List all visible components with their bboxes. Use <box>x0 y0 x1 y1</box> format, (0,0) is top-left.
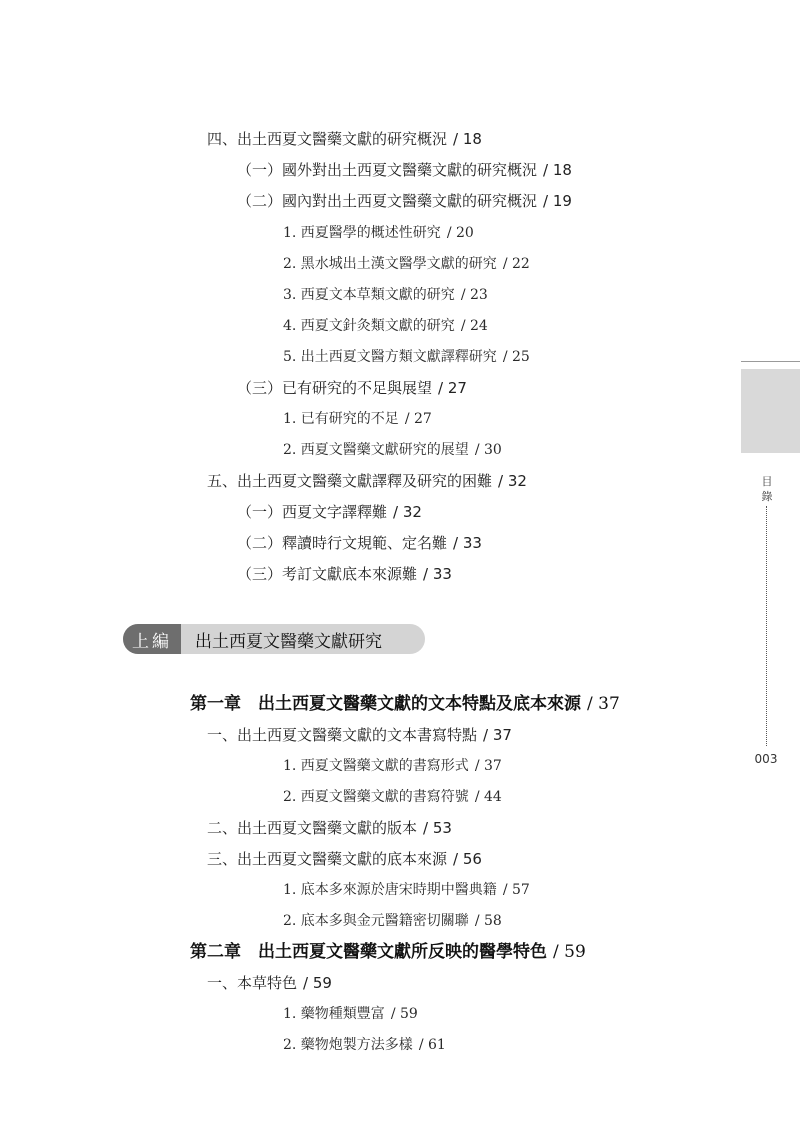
part-label: 上編 <box>123 624 181 654</box>
toc-entry <box>283 253 530 275</box>
toc-entry-page: / 61 <box>418 1037 446 1053</box>
toc-entry <box>207 848 482 870</box>
toc-entry-page: / 37 <box>483 726 512 744</box>
toc-entry <box>283 408 432 430</box>
toc-entry-page: / 59 <box>390 1006 418 1022</box>
toc-entry <box>237 563 452 585</box>
toc-entry <box>283 755 502 777</box>
toc-entry-title: （三）已有研究的不足與展望 <box>237 379 433 397</box>
toc-entry-title: 2. 黑水城出土漢文醫學文獻的研究 <box>283 256 497 272</box>
toc-entry-title: （一）西夏文字譯釋難 <box>237 503 388 521</box>
toc-entry-page: / 59 <box>553 942 586 962</box>
side-divider <box>741 361 800 362</box>
toc-entry <box>237 377 467 399</box>
toc-entry-page: / 33 <box>423 565 452 583</box>
toc-entry-page: / 24 <box>460 318 488 334</box>
toc-entry <box>207 128 482 150</box>
toc-entry-page: / 53 <box>423 819 452 837</box>
toc-entry-page: / 37 <box>587 694 620 714</box>
toc-entry-title: 1. 西夏醫學的概述性研究 <box>283 225 441 241</box>
toc-entry <box>207 470 527 492</box>
toc-entry-title: 2. 西夏文醫藥文獻研究的展望 <box>283 442 469 458</box>
toc-entry-title: （一）國外對出土西夏文醫藥文獻的研究概況 <box>237 161 538 179</box>
toc-entry-title: 1. 底本多來源於唐宋時期中醫典籍 <box>283 882 497 898</box>
toc-entry-title: （三）考訂文獻底本來源難 <box>237 565 418 583</box>
toc-entry-page: / 19 <box>543 192 572 210</box>
toc-entry-title: 5. 出土西夏文醫方類文獻譯釋研究 <box>283 349 497 365</box>
toc-entry-page: / 30 <box>474 442 502 458</box>
toc-entry-page: / 20 <box>446 225 474 241</box>
toc-entry-title: 1. 西夏文醫藥文獻的書寫形式 <box>283 758 469 774</box>
toc-entry-page: / 59 <box>303 974 332 992</box>
toc-entry-title: 四、出土西夏文醫藥文獻的研究概況 <box>207 130 448 148</box>
toc-entry-title: 一、出土西夏文醫藥文獻的文本書寫特點 <box>207 726 478 744</box>
toc-entry-page: / 27 <box>438 379 467 397</box>
toc-entry-title: 五、出土西夏文醫藥文獻譯釋及研究的困難 <box>207 472 493 490</box>
toc-entry-title: 1. 已有研究的不足 <box>283 411 399 427</box>
toc-entry-page: / 32 <box>393 503 422 521</box>
toc-entry <box>283 910 502 932</box>
toc-entry-page: / 27 <box>404 411 432 427</box>
toc-entry-title: 4. 西夏文針灸類文獻的研究 <box>283 318 455 334</box>
toc-entry-title: 第一章 出土西夏文醫藥文獻的文本特點及底本來源 <box>190 694 581 714</box>
part-title: 出土西夏文醫藥文獻研究 <box>195 631 382 652</box>
toc-entry-title: 第二章 出土西夏文醫藥文獻所反映的醫學特色 <box>190 942 547 962</box>
toc-entry-title: 3. 西夏文本草類文獻的研究 <box>283 287 455 303</box>
toc-entry-page: / 25 <box>502 349 530 365</box>
toc-entry-title: 1. 藥物種類豐富 <box>283 1006 385 1022</box>
toc-entry <box>283 879 530 901</box>
toc-entry <box>237 532 482 554</box>
side-section-label: 目錄 <box>761 475 773 503</box>
page-number: 003 <box>754 752 778 766</box>
toc-entry-title: 三、出土西夏文醫藥文獻的底本來源 <box>207 850 448 868</box>
toc-entry-title: 2. 藥物炮製方法多樣 <box>283 1037 413 1053</box>
toc-entry-page: / 56 <box>453 850 482 868</box>
part-banner <box>123 624 425 654</box>
toc-entry <box>283 1003 418 1025</box>
toc-entry-page: / 22 <box>502 256 530 272</box>
toc-entry <box>283 284 488 306</box>
toc-entry <box>207 972 332 994</box>
toc-entry-title: （二）釋讀時行文規範、定名難 <box>237 534 448 552</box>
toc-entry <box>237 159 572 181</box>
toc-entry <box>283 786 502 808</box>
toc-entry-page: / 32 <box>498 472 527 490</box>
toc-entry <box>283 222 474 244</box>
toc-entry-title: （二）國內對出土西夏文醫藥文獻的研究概況 <box>237 192 538 210</box>
toc-entry-page: / 33 <box>453 534 482 552</box>
toc-entry <box>283 315 488 337</box>
toc-entry-page: / 18 <box>453 130 482 148</box>
side-dotted-rule <box>766 506 767 746</box>
toc-entry-title: 一、本草特色 <box>207 974 298 992</box>
toc-entry <box>283 439 502 461</box>
toc-entry <box>207 817 452 839</box>
toc-entry-title: 2. 底本多與金元醫籍密切關聯 <box>283 913 469 929</box>
side-tab <box>741 369 800 453</box>
toc-entry-page: / 57 <box>502 882 530 898</box>
toc-entry-page: / 44 <box>474 789 502 805</box>
toc-entry-title: 二、出土西夏文醫藥文獻的版本 <box>207 819 418 837</box>
toc-entry <box>283 1034 446 1056</box>
toc-entry-title: 2. 西夏文醫藥文獻的書寫符號 <box>283 789 469 805</box>
toc-entry-page: / 23 <box>460 287 488 303</box>
toc-entry <box>283 346 530 368</box>
toc-chapter-entry <box>190 941 586 963</box>
toc-entry-page: / 58 <box>474 913 502 929</box>
toc-entry <box>237 190 572 212</box>
toc-entry-page: / 18 <box>543 161 572 179</box>
toc-entry-page: / 37 <box>474 758 502 774</box>
toc-entry <box>237 501 422 523</box>
toc-entry <box>207 724 512 746</box>
toc-chapter-entry <box>190 693 620 715</box>
